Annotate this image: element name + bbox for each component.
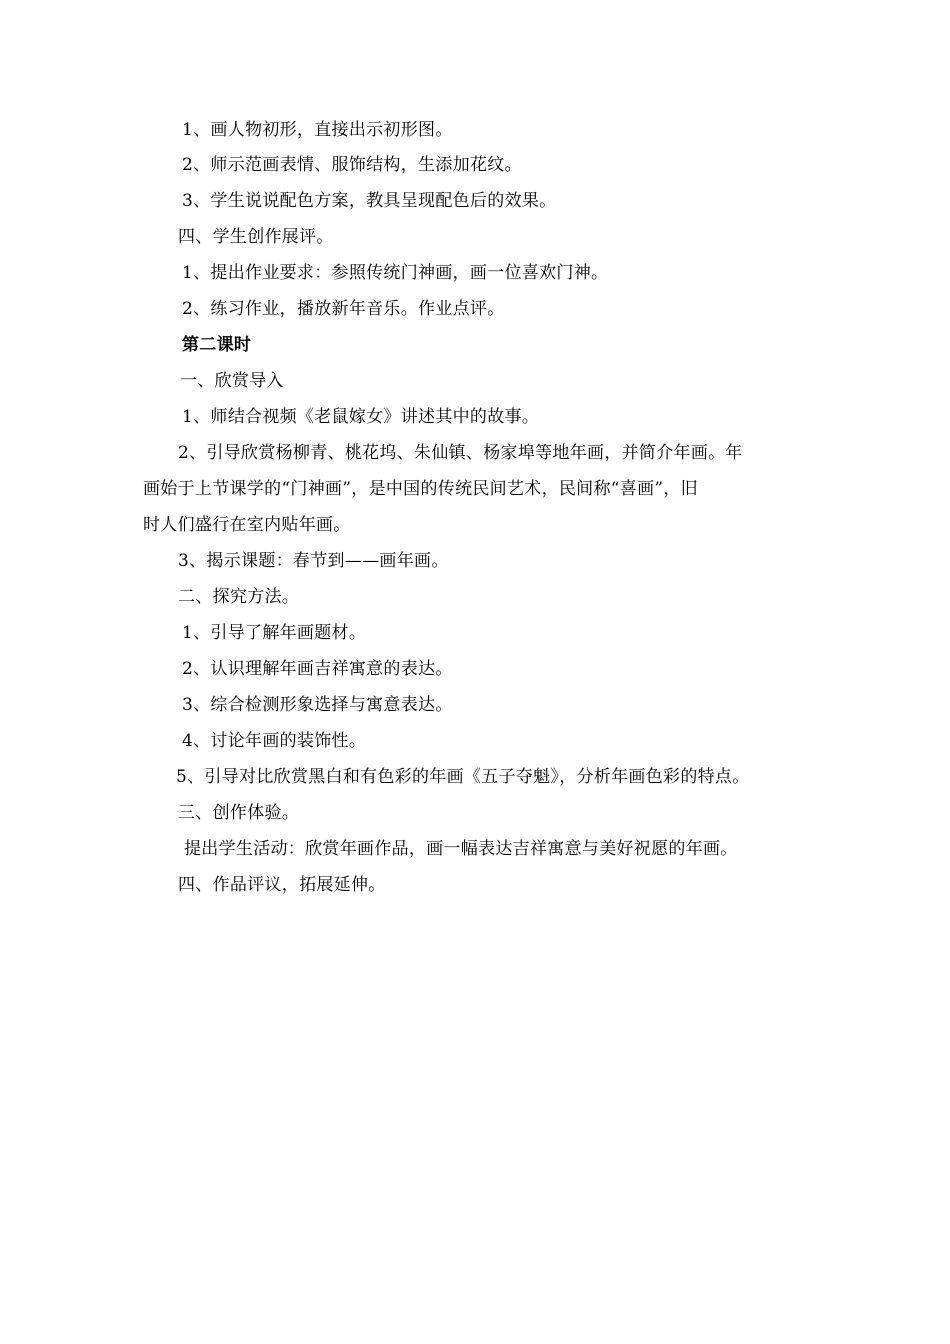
text-line: 5、引导对比欣赏黑白和有色彩的年画《五子夺魁》，分析年画色彩的特点。 [176, 767, 750, 787]
text-line: 提出学生活动：欣赏年画作品，画一幅表达吉祥寓意与美好祝愿的年画。 [184, 839, 738, 859]
text-line: 1、提出作业要求：参照传统门神画，画一位喜欢门神。 [182, 263, 609, 283]
text-line: 3、学生说说配色方案，教具呈现配色后的效果。 [182, 191, 557, 211]
text-line: 1、画人物初形，直接出示初形图。 [182, 120, 453, 140]
section-heading: 三、创作体验。 [178, 803, 300, 823]
text-line: 1、引导了解年画题材。 [182, 623, 367, 643]
text-line: 3、揭示课题：春节到——画年画。 [178, 551, 449, 571]
text-line: 画始于上节课学的“门神画”，是中国的传统民间艺术，民间称“喜画”，旧 [143, 479, 698, 499]
text-line: 1、师结合视频《老鼠嫁女》讲述其中的故事。 [182, 407, 540, 427]
text-line: 2、认识理解年画吉祥寓意的表达。 [182, 659, 453, 679]
lesson-heading: 第二课时 [182, 335, 252, 355]
text-line: 2、练习作业，播放新年音乐。作业点评。 [182, 299, 505, 319]
text-line: 时人们盛行在室内贴年画。 [143, 515, 351, 535]
section-heading: 二、探究方法。 [178, 587, 300, 607]
text-line: 4、讨论年画的装饰性。 [182, 731, 367, 751]
section-heading: 一、欣赏导入 [180, 371, 284, 391]
section-heading: 四、作品评议，拓展延伸。 [178, 875, 386, 895]
text-line: 3、综合检测形象选择与寓意表达。 [182, 695, 453, 715]
text-line: 2、引导欣赏杨柳青、桃花坞、朱仙镇、杨家埠等地年画，并简介年画。年 [178, 443, 743, 463]
text-line: 2、师示范画表情、服饰结构，生添加花纹。 [182, 155, 522, 175]
section-heading: 四、学生创作展评。 [178, 227, 334, 247]
